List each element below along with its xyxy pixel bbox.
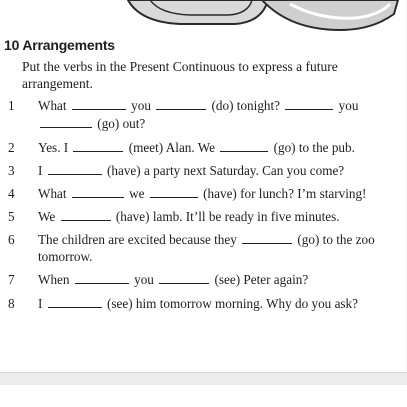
- item-text: I: [38, 163, 43, 178]
- item-text: The children are excited because they: [38, 232, 237, 247]
- item-text: What: [38, 186, 67, 201]
- answer-blank[interactable]: [48, 164, 102, 175]
- item-number: 6: [8, 232, 15, 247]
- item-line-2: [38, 116, 145, 132]
- instruction-line-2: arrangement.: [22, 76, 93, 91]
- item-number: 4: [8, 186, 15, 201]
- answer-blank[interactable]: [72, 99, 126, 110]
- item-text: We: [38, 209, 56, 224]
- answer-blank[interactable]: [150, 187, 198, 198]
- item-text: (go) out?: [97, 116, 146, 131]
- item-line-2: [38, 249, 92, 265]
- item-text: Yes. I: [38, 140, 69, 155]
- answer-blank[interactable]: [73, 141, 123, 152]
- item-line-1: [38, 98, 358, 114]
- item-number: 8: [8, 296, 15, 311]
- item-text: we: [129, 186, 145, 201]
- answer-blank[interactable]: [159, 273, 209, 284]
- instruction-line-1: Put the verbs in the Present Continuous to express a future: [22, 59, 338, 74]
- item-text: (go) to the pub.: [273, 140, 355, 155]
- item-text: (have) for lunch? I’m starving!: [203, 186, 367, 201]
- item-text: (see) Peter again?: [214, 272, 309, 287]
- item-text: you: [131, 98, 151, 113]
- item-line-1: [38, 209, 340, 225]
- item-text: What: [38, 98, 67, 113]
- item-line-1: [38, 232, 375, 248]
- answer-blank[interactable]: [72, 187, 124, 198]
- exercise-heading: Arrangements: [22, 37, 115, 53]
- answer-blank[interactable]: [242, 233, 292, 244]
- instruction: [22, 58, 382, 92]
- answer-blank[interactable]: [75, 273, 129, 284]
- item-text: (do) tonight?: [211, 98, 281, 113]
- item-text: tomorrow.: [38, 249, 93, 264]
- answer-blank[interactable]: [40, 117, 92, 128]
- item-line-1: [38, 140, 355, 156]
- item-number: 2: [8, 140, 15, 155]
- item-text: you: [338, 98, 359, 113]
- answer-blank[interactable]: [48, 297, 102, 308]
- top-illustration: [0, 0, 407, 36]
- item-line-1: [38, 163, 344, 179]
- item-text: When: [38, 272, 70, 287]
- item-number: 7: [8, 272, 15, 287]
- answer-blank[interactable]: [220, 141, 268, 152]
- item-text: (meet) Alan. We: [128, 140, 215, 155]
- answer-blank[interactable]: [61, 210, 111, 221]
- item-text: (have) lamb. It’ll be ready in five minutes.: [115, 209, 340, 224]
- item-number: 3: [8, 163, 15, 178]
- item-text: (see) him tomorrow morning. Why do you ask?: [107, 296, 359, 311]
- item-number: 5: [8, 209, 15, 224]
- item-number: 1: [8, 98, 15, 113]
- item-text: I: [38, 296, 43, 311]
- exercise-number: 10: [4, 37, 20, 53]
- item-text: you: [134, 272, 154, 287]
- bottom-bar: [0, 372, 407, 385]
- answer-blank[interactable]: [156, 99, 206, 110]
- item-text: (go) to the zoo: [297, 232, 375, 247]
- exercise-title: [4, 37, 115, 53]
- item-line-1: [38, 296, 358, 312]
- item-text: (have) a party next Saturday. Can you come?: [107, 163, 345, 178]
- item-line-1: [38, 186, 366, 202]
- item-line-1: [38, 272, 308, 288]
- answer-blank[interactable]: [285, 99, 333, 110]
